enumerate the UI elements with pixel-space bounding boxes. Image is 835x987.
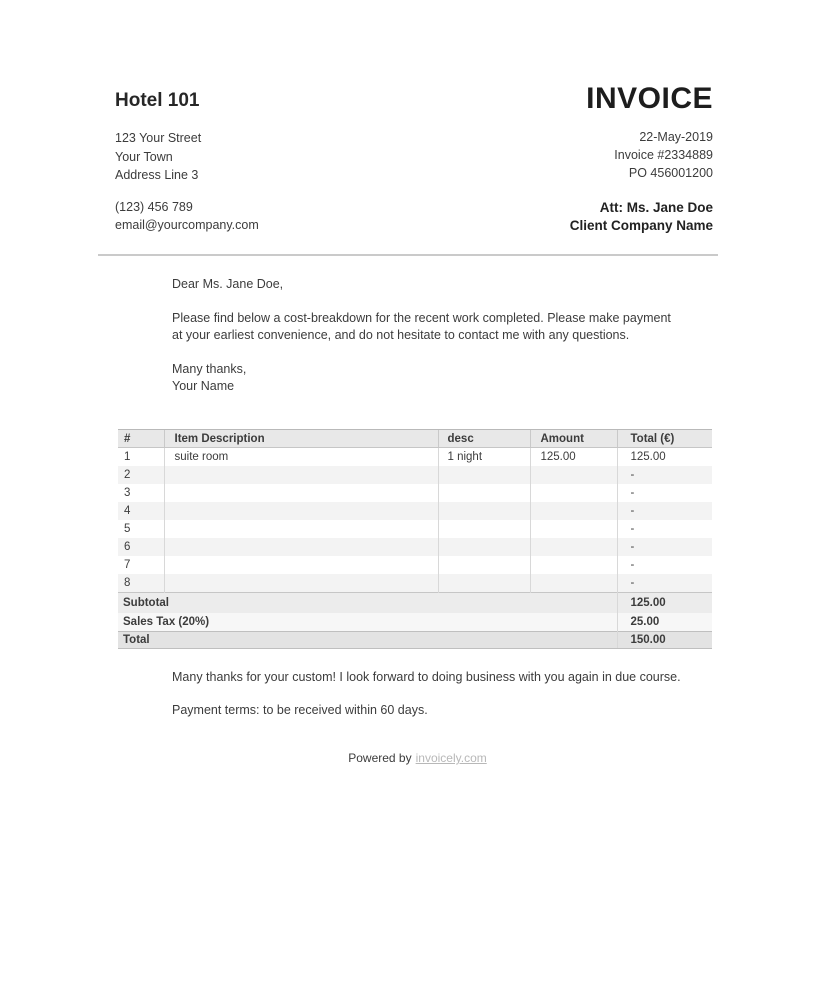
row-number-cell: 1 [124,451,131,463]
desc-cell: 1 night [438,448,530,467]
item-description-cell: suite room [164,448,438,467]
table-row [118,466,712,484]
footer-thanks: Many thanks for your custom! I look forward to doing business with you again in due course. [172,670,681,684]
amount-cell [530,574,617,593]
row-number-cell: 6 [124,541,131,553]
address-line-2: Your Town [115,149,173,164]
total-cell: - [617,520,712,538]
line-items-section [118,429,712,649]
summary-row [118,613,712,632]
total-cell: - [617,538,712,556]
invoice-table [118,429,712,649]
amount-cell [530,520,617,538]
company-contact [115,198,259,235]
summary-label: Subtotal [118,593,617,614]
desc-cell [438,520,530,538]
table-row [118,556,712,574]
item-description-cell [164,538,438,556]
client-block [570,199,713,235]
company-phone: (123) 456 789 [115,199,193,214]
table-header-row [118,430,712,448]
invoicely-link[interactable]: invoicely.com [415,751,487,765]
amount-cell [530,484,617,502]
invoice-number: Invoice #2334889 [614,148,713,162]
table-row [118,448,712,467]
desc-cell [438,574,530,593]
address-line-3: Address Line 3 [115,168,199,182]
letter-block [172,276,671,395]
company-name: Hotel 101 [115,90,200,111]
row-number-cell: 4 [124,505,131,517]
total-cell: - [617,556,712,574]
desc-cell [438,556,530,574]
summary-row [118,632,712,649]
item-description-cell [164,466,438,484]
row-number-cell: 2 [124,469,131,481]
powered-by-text: Powered by [348,751,412,765]
client-name: Client Company Name [569,218,713,233]
letter-body-line-1: Please find below a cost-breakdown for the recent work completed. Please make payment [172,311,671,325]
total-cell: - [617,484,712,502]
table-row [118,502,712,520]
amount-cell [530,466,617,484]
letter-closing: Many thanks, [172,362,247,376]
company-email: email@yourcompany.com [115,218,259,232]
row-number-cell: 8 [124,577,131,589]
table-row [118,484,712,502]
column-header: Total (€) [617,430,712,448]
row-number-cell: 7 [124,559,131,571]
summary-value: 25.00 [617,613,712,632]
footer-terms: Payment terms: to be received within 60 days. [172,703,428,717]
item-description-cell [164,520,438,538]
item-description-cell [164,574,438,593]
item-description-cell [164,502,438,520]
row-number-cell: 3 [124,487,131,499]
desc-cell [438,502,530,520]
column-header: Amount [530,430,617,448]
company-block [115,90,259,235]
row-number-cell: 5 [124,523,131,535]
summary-label: Total [118,632,617,649]
desc-cell [438,466,530,484]
company-address [115,129,259,185]
item-description-cell [164,556,438,574]
summary-value: 125.00 [617,593,712,614]
amount-cell [530,538,617,556]
invoice-table-body [118,448,712,649]
total-cell: - [617,466,712,484]
letter-greeting: Dear Ms. Jane Doe, [172,277,284,291]
summary-label: Sales Tax (20%) [118,613,617,632]
letter-body-line-2: at your earliest convenience, and do not hesitate to contact me with any questions. [172,328,630,342]
summary-value: 150.00 [617,632,712,649]
table-row [118,520,712,538]
total-cell: - [617,502,712,520]
table-row [118,538,712,556]
amount-cell: 125.00 [530,448,617,467]
header-divider [98,254,718,256]
column-header: Item Description [164,430,438,448]
desc-cell [438,538,530,556]
amount-cell [530,502,617,520]
powered-by-line [0,751,835,765]
invoice-date: 22-May-2019 [639,130,713,144]
invoice-header-block [570,84,713,235]
letter-signature: Your Name [172,379,235,393]
address-line-1: 123 Your Street [115,131,202,145]
attention-line: Att: Ms. Jane Doe [599,200,713,215]
summary-row [118,593,712,614]
desc-cell [438,484,530,502]
invoice-title: INVOICE [586,82,713,115]
column-header: # [118,430,164,448]
column-header: desc [438,430,530,448]
amount-cell [530,556,617,574]
item-description-cell [164,484,438,502]
table-row [118,574,712,593]
total-cell: 125.00 [617,448,712,467]
total-cell: - [617,574,712,593]
letter-signoff [172,361,671,395]
invoice-po: PO 456001200 [628,166,713,180]
letter-body [172,310,671,344]
